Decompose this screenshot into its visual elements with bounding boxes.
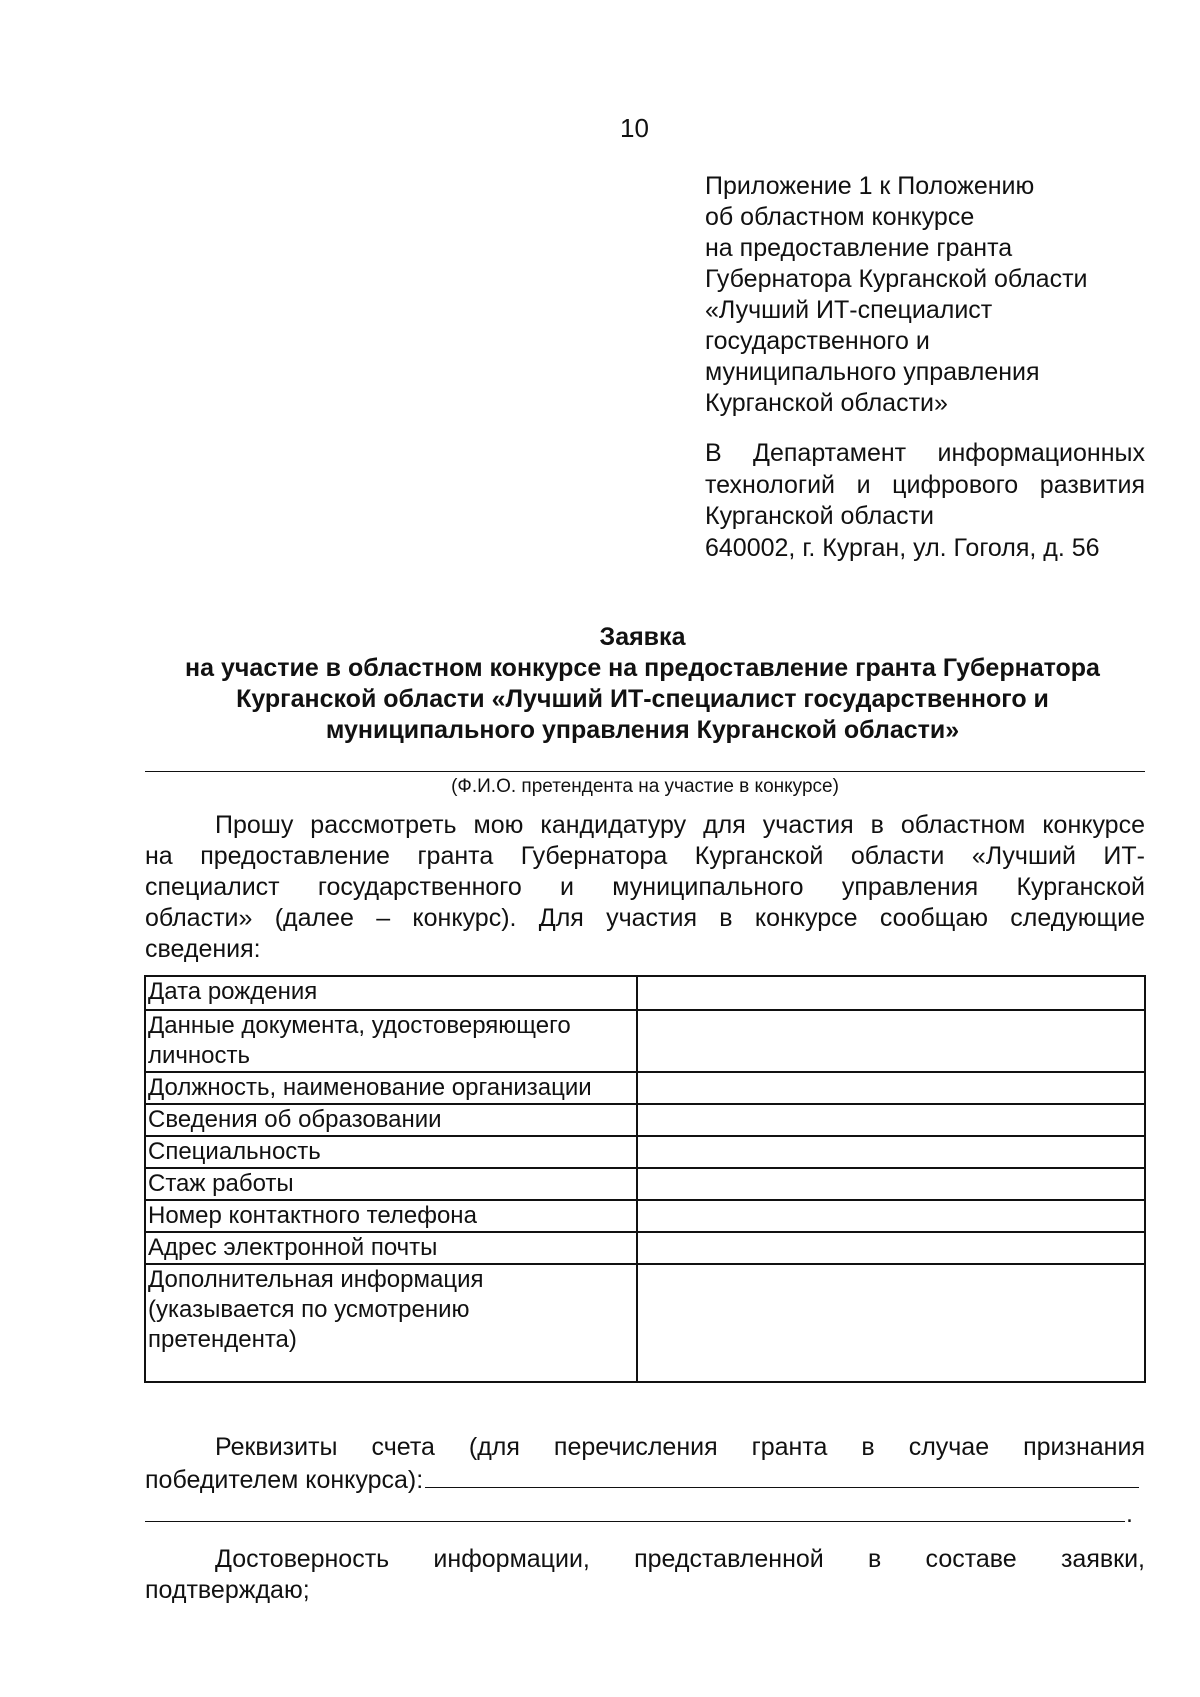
field-label: Адрес электронной почты <box>148 1234 438 1261</box>
table-row <box>145 1072 1145 1104</box>
bank-details <box>145 1431 1145 1497</box>
field-label: Специальность <box>148 1138 321 1165</box>
field-label: личность <box>148 1042 251 1069</box>
field-label-cell <box>145 1232 637 1264</box>
field-label: Номер контактного телефона <box>148 1202 477 1229</box>
field-label-cell <box>145 1010 637 1072</box>
field-value-cell[interactable] <box>637 1104 1145 1136</box>
appendix-line: «Лучший ИТ-специалист <box>705 296 993 324</box>
table-row <box>145 1200 1145 1232</box>
confirm-line: Достоверность информации, представленной в составе заявки, <box>215 1545 1145 1573</box>
bank-line: Реквизиты счета (для перечисления гранта в случае признания <box>215 1433 1145 1461</box>
request-paragraph <box>145 810 1145 965</box>
table-row <box>145 1168 1145 1200</box>
table-row <box>145 1264 1145 1382</box>
table-row <box>145 1232 1145 1264</box>
field-value-cell[interactable] <box>637 1072 1145 1104</box>
field-value-cell[interactable] <box>637 976 1145 1010</box>
field-label-cell <box>145 1168 637 1200</box>
field-label-cell <box>145 1104 637 1136</box>
field-label-cell <box>145 1072 637 1104</box>
table-row <box>145 1136 1145 1168</box>
field-value-cell[interactable] <box>637 1136 1145 1168</box>
field-label-cell <box>145 1136 637 1168</box>
field-value-cell[interactable] <box>637 1168 1145 1200</box>
field-value-cell[interactable] <box>637 1232 1145 1264</box>
page-number: 10 <box>620 113 649 143</box>
appendix-line: государственного и <box>705 327 930 355</box>
title-line: муниципального управления Курганской области» <box>325 716 960 744</box>
confirm-line: подтверждаю; <box>145 1576 310 1604</box>
field-label: Стаж работы <box>148 1170 294 1197</box>
request-line: области» (далее – конкурс). Для участия в конкурсе сообщаю следующие <box>145 904 1145 932</box>
field-label: Должность, наименование организации <box>148 1074 592 1101</box>
title-line: на участие в областном конкурсе на предоставление гранта Губернатора <box>185 654 1100 682</box>
bank-end-mark: . <box>1126 1500 1133 1528</box>
title-line: Курганской области «Лучший ИТ-специалист государственного и <box>236 685 1049 713</box>
appendix-line: Курганской области» <box>705 389 948 417</box>
field-label-cell <box>145 1264 637 1382</box>
recipient-address <box>705 438 1145 564</box>
confirmation-paragraph <box>145 1544 1145 1606</box>
bank-details-blank-2[interactable] <box>145 1521 1125 1522</box>
request-line: сведения: <box>145 935 261 963</box>
appendix-line: Губернатора Курганской области <box>705 265 1088 293</box>
document-title <box>140 622 1145 746</box>
table-row <box>145 1010 1145 1072</box>
table-row <box>145 976 1145 1010</box>
appendix-line: Приложение 1 к Положению <box>705 172 1035 200</box>
table-row <box>145 1104 1145 1136</box>
applicant-info-table <box>144 975 1146 1383</box>
appendix-line: муниципального управления <box>705 358 1040 386</box>
field-label: (указывается по усмотрению <box>148 1296 470 1323</box>
field-label: претендента) <box>148 1326 297 1353</box>
field-value-cell[interactable] <box>637 1200 1145 1232</box>
bank-line: победителем конкурса): <box>145 1466 424 1494</box>
request-line: специалист государственного и муниципального управления Курганской <box>145 873 1145 901</box>
recipient-line: Курганской области <box>705 502 935 530</box>
field-label: Дополнительная информация <box>148 1266 484 1293</box>
field-label: Сведения об образовании <box>148 1106 442 1133</box>
request-line: Прошу рассмотреть мою кандидатуру для участия в областном конкурсе <box>215 811 1145 839</box>
field-value-cell[interactable] <box>637 1264 1145 1382</box>
fio-blank-line[interactable] <box>145 771 1145 772</box>
appendix-line: на предоставление гранта <box>705 234 1013 262</box>
field-label: Дата рождения <box>148 978 318 1005</box>
field-label-cell <box>145 976 637 1010</box>
recipient-line: 640002, г. Курган, ул. Гоголя, д. 56 <box>705 533 1100 562</box>
recipient-line: В Департамент информационных <box>705 439 1145 467</box>
appendix-header <box>705 171 1145 419</box>
bank-details-blank[interactable] <box>425 1465 1139 1488</box>
field-label: Данные документа, удостоверяющего <box>148 1012 571 1039</box>
appendix-line: об областном конкурсе <box>705 203 975 231</box>
field-label-cell <box>145 1200 637 1232</box>
fio-caption: (Ф.И.О. претендента на участие в конкурсе) <box>451 776 839 797</box>
request-line: на предоставление гранта Губернатора Курганской области «Лучший ИТ- <box>145 842 1145 870</box>
title-heading: Заявка <box>599 623 686 651</box>
recipient-line: технологий и цифрового развития <box>705 470 1145 499</box>
field-value-cell[interactable] <box>637 1010 1145 1072</box>
